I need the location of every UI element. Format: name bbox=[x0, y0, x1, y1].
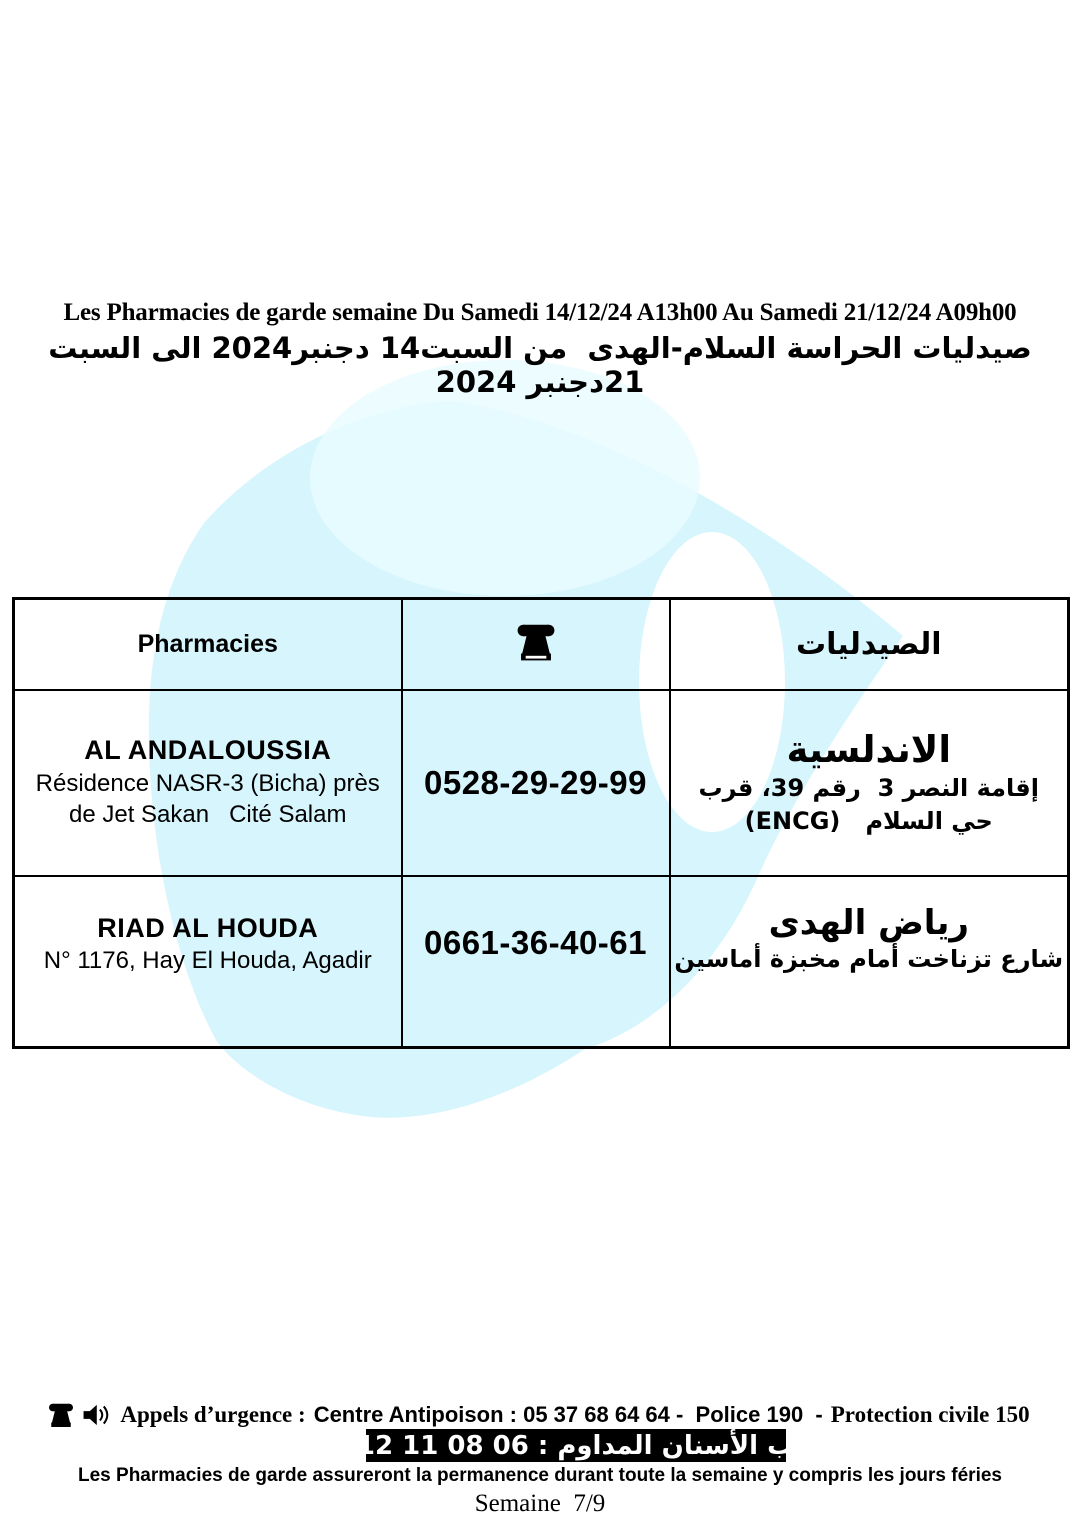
telephone-icon bbox=[513, 621, 559, 663]
pharmacy-cell bbox=[14, 876, 402, 1048]
table-header-row bbox=[14, 599, 1069, 690]
speaker-icon bbox=[82, 1402, 110, 1428]
pharmacy-address: Résidence NASR-3 (Bicha) près bbox=[35, 769, 380, 797]
pharmacy-name-arabic: الاندلسية bbox=[786, 727, 952, 771]
pharmacy-cell bbox=[14, 690, 402, 876]
pharmacy-address-arabic: شارع تزناخت أمام مخبزة أماسين bbox=[674, 945, 1064, 974]
table-row bbox=[14, 690, 1069, 876]
column-header-pharmacies: Pharmacies bbox=[14, 599, 402, 690]
pharmacy-name: AL ANDALOUSSIA bbox=[84, 734, 332, 765]
pharmacy-phone: 0661-36-40-61 bbox=[402, 876, 670, 1048]
pharmacy-address: N° 1176, Hay El Houda, Agadir bbox=[43, 947, 372, 975]
pharmacy-address: de Jet Sakan Cité Salam bbox=[69, 801, 347, 829]
telephone-icon bbox=[46, 1401, 76, 1429]
emergency-protection-civile: Protection civile 150 bbox=[830, 1402, 1030, 1427]
emergency-line bbox=[0, 1398, 1080, 1432]
table-row bbox=[14, 876, 1069, 1048]
week-counter: Semaine 7/9 bbox=[474, 1490, 606, 1517]
pharmacy-name-arabic: رياض الهدى bbox=[768, 902, 969, 943]
page-title: Les Pharmacies de garde semaine Du Samedi 14/12/24 A13h00 Au Samedi 21/12/24 A09h00 bbox=[63, 299, 1017, 326]
pharmacy-name: RIAD AL HOUDA bbox=[97, 912, 319, 943]
column-header-phone bbox=[402, 599, 670, 690]
permanence-note: Les Pharmacies de garde assureront la permanence durant toute la semaine y compris les jours féries bbox=[78, 1465, 1002, 1486]
page-title-arabic: صيدليات الحراسة السلام-الهدى من السبت14 دجنبر2024 الى السبت 21دجنبر 2024 bbox=[38, 331, 1032, 399]
pharmacy-phone: 0528-29-29-99 bbox=[402, 690, 670, 876]
emergency-label: Appels d’urgence : bbox=[120, 1402, 306, 1427]
column-header-pharmacies-arabic: الصيدليات bbox=[670, 599, 1069, 690]
pharmacy-address-arabic: إقامة النصر 3 رقم 39، قرب bbox=[698, 774, 1039, 803]
pharmacy-address-arabic: حي السلام (ENCG) bbox=[744, 806, 993, 835]
pharmacy-cell-arabic bbox=[670, 876, 1069, 1048]
pharmacy-cell-arabic bbox=[670, 690, 1069, 876]
dentist-on-duty-bar: طبيب الأسنان المداوم : 06 08 11 12 11 bbox=[311, 1430, 841, 1461]
emergency-numbers: Centre Antipoison : 05 37 68 64 64 - Police 190 - bbox=[313, 1402, 823, 1427]
pharmacies-table bbox=[12, 597, 1070, 1049]
